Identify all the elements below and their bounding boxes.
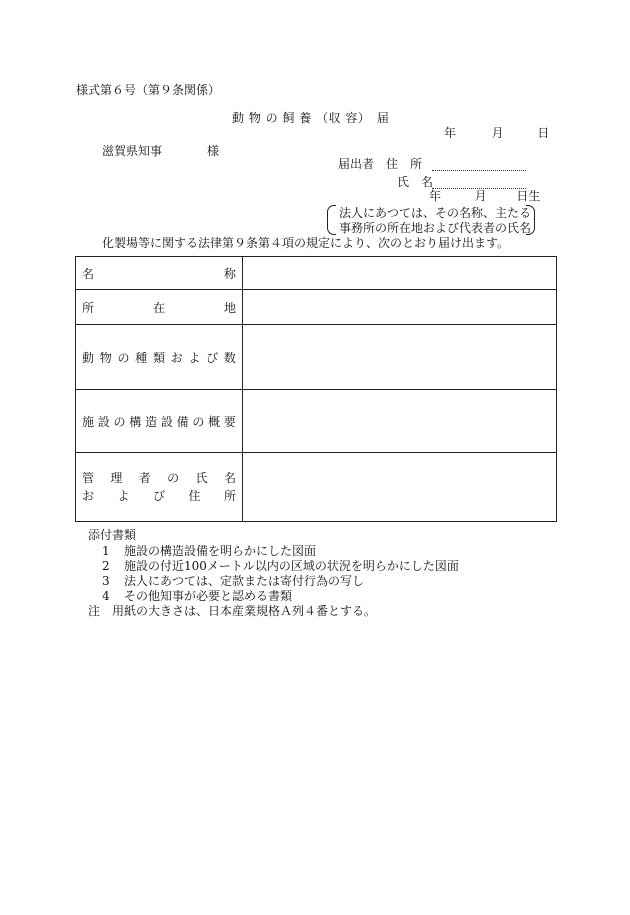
table-row bbox=[76, 453, 557, 522]
label-char: の bbox=[117, 350, 130, 365]
label-char: 在 bbox=[152, 300, 165, 315]
value-cell-name[interactable] bbox=[243, 257, 557, 290]
label-char: 数 bbox=[223, 350, 236, 365]
row-label-manager bbox=[76, 453, 243, 522]
attachment-text: 施設の構造設備を明らかにした図面 bbox=[124, 544, 317, 558]
label-char: 者 bbox=[138, 471, 151, 485]
label-char: び bbox=[152, 489, 165, 503]
label-char: 施 bbox=[82, 414, 95, 429]
label-char: 物 bbox=[99, 350, 112, 365]
submitter-address-field[interactable] bbox=[432, 158, 526, 171]
notification-table bbox=[75, 256, 557, 522]
attachments-title: 添付書類 bbox=[88, 528, 137, 542]
value-cell-manager[interactable] bbox=[243, 453, 557, 522]
label-char: 氏 bbox=[195, 471, 208, 485]
label-char: び bbox=[206, 350, 219, 365]
label-char: の bbox=[167, 471, 180, 485]
left-bracket bbox=[327, 205, 336, 235]
attachment-text: 法人にあつては、定款または寄付行為の写し bbox=[124, 574, 365, 588]
row-label-name bbox=[76, 257, 243, 290]
statement: 化製場等に関する法律第９条第４項の規定により、次のとおり届け出ます。 bbox=[102, 236, 510, 250]
birth-date bbox=[429, 190, 540, 202]
date-year: 年 bbox=[444, 126, 457, 140]
label-char: 称 bbox=[223, 266, 236, 281]
document-title: 動 物 の 飼 養 （収 容） 届 bbox=[232, 111, 390, 125]
label-char: 種 bbox=[135, 350, 148, 365]
label-char: お bbox=[82, 489, 95, 503]
form-number: 様式第６号（第９条関係） bbox=[76, 83, 221, 97]
value-cell-animal-types[interactable] bbox=[243, 325, 557, 390]
table-row bbox=[76, 257, 557, 290]
value-cell-facility-overview[interactable] bbox=[243, 390, 557, 453]
date-day: 日 bbox=[537, 126, 550, 140]
date-month: 月 bbox=[491, 126, 504, 140]
paper-size-note: 注 用紙の大きさは、日本産業規格Ａ列４番とする。 bbox=[88, 604, 377, 618]
submitter-name-field[interactable] bbox=[432, 176, 526, 189]
label-char: 所 bbox=[82, 300, 95, 315]
row-label-location bbox=[76, 290, 243, 325]
label-char: 理 bbox=[110, 471, 123, 485]
label-char: 名 bbox=[223, 471, 236, 485]
label-char: お bbox=[170, 350, 183, 365]
attachment-item bbox=[102, 575, 364, 587]
attachment-item bbox=[102, 560, 459, 572]
label-char: 名 bbox=[82, 266, 95, 281]
attachment-item bbox=[102, 545, 316, 557]
attachment-number: 2 bbox=[102, 559, 110, 573]
submitter-address-label: 届出者 住 所 bbox=[338, 157, 423, 171]
attachment-number: 3 bbox=[102, 574, 110, 588]
table-row bbox=[76, 390, 557, 453]
label-char: よ bbox=[188, 350, 201, 365]
row-label-animal-types bbox=[76, 325, 243, 390]
label-char: 要 bbox=[223, 414, 236, 429]
label-char: 住 bbox=[188, 489, 201, 503]
label-char: 概 bbox=[208, 414, 221, 429]
label-char: 設 bbox=[160, 414, 173, 429]
submission-date bbox=[444, 127, 549, 139]
corporate-note-line2: 事務所の所在地および代表者の氏名 bbox=[339, 221, 532, 235]
value-cell-location[interactable] bbox=[243, 290, 557, 325]
label-char: 動 bbox=[82, 350, 95, 365]
label-char: の bbox=[192, 414, 205, 429]
attachment-item bbox=[102, 590, 292, 602]
addressee: 滋賀県知事 bbox=[102, 144, 163, 158]
label-char: 所 bbox=[223, 489, 236, 503]
label-char: 造 bbox=[145, 414, 158, 429]
label-char: の bbox=[113, 414, 126, 429]
attachment-text: 施設の付近100メートル以内の区域の状況を明らかにした図面 bbox=[124, 559, 459, 573]
label-char: 設 bbox=[97, 414, 110, 429]
label-char: 構 bbox=[129, 414, 142, 429]
corporate-note-line1: 法人にあつては、その名称、主たる bbox=[339, 206, 532, 220]
birth-month: 月 bbox=[474, 189, 487, 203]
birth-year: 年 bbox=[429, 189, 442, 203]
label-char: よ bbox=[117, 489, 130, 503]
row-label-facility-overview bbox=[76, 390, 243, 453]
label-char: 管 bbox=[82, 471, 95, 485]
submitter-name-label: 氏 名 bbox=[397, 175, 434, 189]
table-row bbox=[76, 325, 557, 390]
label-char: 類 bbox=[152, 350, 165, 365]
attachment-number: 1 bbox=[102, 544, 110, 558]
label-char: 地 bbox=[223, 300, 236, 315]
addressee-honorific: 様 bbox=[207, 144, 220, 158]
birth-day: 日生 bbox=[516, 189, 541, 203]
attachment-number: 4 bbox=[102, 589, 110, 603]
label-char: 備 bbox=[176, 414, 189, 429]
table-row bbox=[76, 290, 557, 325]
corporate-note bbox=[327, 205, 535, 235]
right-bracket bbox=[526, 205, 535, 235]
attachment-text: その他知事が必要と認める書類 bbox=[124, 589, 293, 603]
